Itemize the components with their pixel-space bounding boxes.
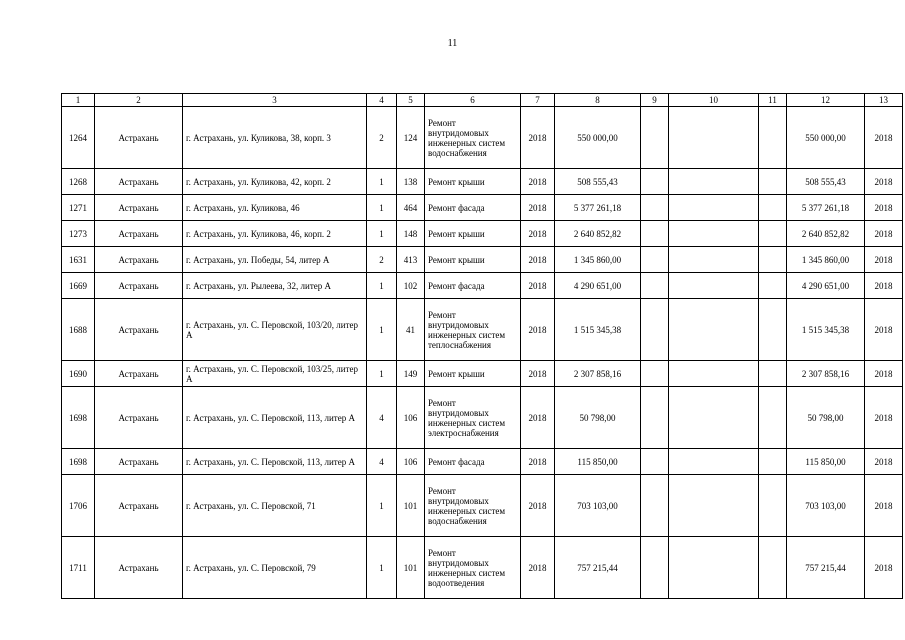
address-cell: г. Астрахань, ул. С. Перовской, 71 [183,475,367,537]
column-header-1: 1 [62,94,95,107]
col5-cell: 149 [397,361,425,387]
row-id-cell: 1268 [62,169,95,195]
address-cell: г. Астрахань, ул. С. Перовской, 113, литер А [183,449,367,475]
total-cell: 1 515 345,38 [787,299,865,361]
total-cell: 508 555,43 [787,169,865,195]
year-cell: 2018 [521,169,555,195]
address-cell: г. Астрахань, ул. Куликова, 46, корп. 2 [183,221,367,247]
year-cell: 2018 [521,273,555,299]
amount-cell: 50 798,00 [555,387,641,449]
col10-cell [669,107,759,169]
amount-cell: 2 307 858,16 [555,361,641,387]
col9-cell [641,169,669,195]
col4-cell: 1 [367,537,397,599]
total-cell: 703 103,00 [787,475,865,537]
amount-cell: 2 640 852,82 [555,221,641,247]
year-cell: 2018 [521,475,555,537]
col10-cell [669,387,759,449]
work-type-cell: Ремонт фасада [425,449,521,475]
col13-cell: 2018 [865,221,903,247]
table-row [62,361,903,387]
col5-cell: 124 [397,107,425,169]
table-row [62,387,903,449]
amount-cell: 1 515 345,38 [555,299,641,361]
work-type-cell: Ремонт внутридомовых инженерных систем электроснабжения [425,387,521,449]
amount-cell: 115 850,00 [555,449,641,475]
amount-cell: 508 555,43 [555,169,641,195]
table-row [62,273,903,299]
col13-cell: 2018 [865,273,903,299]
col11-cell [759,449,787,475]
col5-cell: 413 [397,247,425,273]
col5-cell: 106 [397,387,425,449]
amount-cell: 5 377 261,18 [555,195,641,221]
row-id-cell: 1669 [62,273,95,299]
row-id-cell: 1273 [62,221,95,247]
col13-cell: 2018 [865,387,903,449]
col5-cell: 106 [397,449,425,475]
column-header-3: 3 [183,94,367,107]
table-row [62,475,903,537]
col5-cell: 102 [397,273,425,299]
col10-cell [669,299,759,361]
col9-cell [641,247,669,273]
total-cell: 2 640 852,82 [787,221,865,247]
table-row [62,537,903,599]
city-cell: Астрахань [95,387,183,449]
col9-cell [641,449,669,475]
col11-cell [759,387,787,449]
col10-cell [669,361,759,387]
col10-cell [669,247,759,273]
address-cell: г. Астрахань, ул. Куликова, 42, корп. 2 [183,169,367,195]
col11-cell [759,169,787,195]
amount-cell: 757 215,44 [555,537,641,599]
city-cell: Астрахань [95,169,183,195]
amount-cell: 4 290 651,00 [555,273,641,299]
address-cell: г. Астрахань, ул. С. Перовской, 79 [183,537,367,599]
row-id-cell: 1271 [62,195,95,221]
total-cell: 4 290 651,00 [787,273,865,299]
address-cell: г. Астрахань, ул. Победы, 54, литер А [183,247,367,273]
city-cell: Астрахань [95,537,183,599]
col9-cell [641,537,669,599]
work-type-cell: Ремонт крыши [425,361,521,387]
col4-cell: 1 [367,299,397,361]
total-cell: 5 377 261,18 [787,195,865,221]
col9-cell [641,221,669,247]
col9-cell [641,475,669,537]
col5-cell: 101 [397,537,425,599]
row-id-cell: 1690 [62,361,95,387]
work-type-cell: Ремонт фасада [425,195,521,221]
column-header-9: 9 [641,94,669,107]
table-row [62,107,903,169]
column-number-row [62,94,903,107]
total-cell: 50 798,00 [787,387,865,449]
address-cell: г. Астрахань, ул. С. Перовской, 103/25, литер А [183,361,367,387]
column-header-10: 10 [669,94,759,107]
year-cell: 2018 [521,247,555,273]
city-cell: Астрахань [95,475,183,537]
year-cell: 2018 [521,361,555,387]
col4-cell: 2 [367,247,397,273]
city-cell: Астрахань [95,247,183,273]
work-type-cell: Ремонт внутридомовых инженерных систем водоснабжения [425,475,521,537]
work-type-cell: Ремонт крыши [425,169,521,195]
table-body [62,107,903,599]
year-cell: 2018 [521,107,555,169]
col11-cell [759,221,787,247]
col11-cell [759,537,787,599]
table-row [62,195,903,221]
year-cell: 2018 [521,221,555,247]
col13-cell: 2018 [865,537,903,599]
col10-cell [669,475,759,537]
col11-cell [759,107,787,169]
col10-cell [669,169,759,195]
row-id-cell: 1698 [62,387,95,449]
col4-cell: 1 [367,221,397,247]
col10-cell [669,221,759,247]
work-type-cell: Ремонт внутридомовых инженерных систем водоотведения [425,537,521,599]
col4-cell: 1 [367,361,397,387]
col9-cell [641,195,669,221]
city-cell: Астрахань [95,273,183,299]
col4-cell: 1 [367,273,397,299]
col11-cell [759,361,787,387]
col5-cell: 101 [397,475,425,537]
table-row [62,169,903,195]
city-cell: Астрахань [95,299,183,361]
col10-cell [669,195,759,221]
year-cell: 2018 [521,299,555,361]
col4-cell: 4 [367,449,397,475]
col10-cell [669,449,759,475]
row-id-cell: 1688 [62,299,95,361]
column-header-11: 11 [759,94,787,107]
col4-cell: 1 [367,169,397,195]
col13-cell: 2018 [865,107,903,169]
row-id-cell: 1706 [62,475,95,537]
col9-cell [641,299,669,361]
year-cell: 2018 [521,537,555,599]
amount-cell: 550 000,00 [555,107,641,169]
address-cell: г. Астрахань, ул. Куликова, 46 [183,195,367,221]
row-id-cell: 1264 [62,107,95,169]
col11-cell [759,299,787,361]
col4-cell: 2 [367,107,397,169]
city-cell: Астрахань [95,361,183,387]
col13-cell: 2018 [865,449,903,475]
city-cell: Астрахань [95,195,183,221]
column-header-4: 4 [367,94,397,107]
year-cell: 2018 [521,387,555,449]
col9-cell [641,387,669,449]
col11-cell [759,475,787,537]
col4-cell: 1 [367,195,397,221]
address-cell: г. Астрахань, ул. Рылеева, 32, литер А [183,273,367,299]
table-row [62,221,903,247]
total-cell: 2 307 858,16 [787,361,865,387]
total-cell: 115 850,00 [787,449,865,475]
amount-cell: 1 345 860,00 [555,247,641,273]
column-header-5: 5 [397,94,425,107]
col11-cell [759,247,787,273]
registry-table [61,93,903,599]
column-header-6: 6 [425,94,521,107]
total-cell: 757 215,44 [787,537,865,599]
column-header-2: 2 [95,94,183,107]
col4-cell: 4 [367,387,397,449]
col13-cell: 2018 [865,195,903,221]
work-type-cell: Ремонт фасада [425,273,521,299]
column-header-7: 7 [521,94,555,107]
col13-cell: 2018 [865,247,903,273]
col10-cell [669,273,759,299]
col4-cell: 1 [367,475,397,537]
city-cell: Астрахань [95,221,183,247]
row-id-cell: 1698 [62,449,95,475]
col9-cell [641,273,669,299]
amount-cell: 703 103,00 [555,475,641,537]
year-cell: 2018 [521,449,555,475]
row-id-cell: 1631 [62,247,95,273]
col11-cell [759,195,787,221]
col9-cell [641,107,669,169]
col13-cell: 2018 [865,169,903,195]
col5-cell: 41 [397,299,425,361]
address-cell: г. Астрахань, ул. С. Перовской, 103/20, литер А [183,299,367,361]
table-row [62,449,903,475]
col10-cell [669,537,759,599]
year-cell: 2018 [521,195,555,221]
work-type-cell: Ремонт крыши [425,221,521,247]
total-cell: 550 000,00 [787,107,865,169]
address-cell: г. Астрахань, ул. С. Перовской, 113, литер А [183,387,367,449]
column-header-12: 12 [787,94,865,107]
table-row [62,299,903,361]
col5-cell: 464 [397,195,425,221]
col5-cell: 148 [397,221,425,247]
column-header-8: 8 [555,94,641,107]
page-number: 11 [447,38,458,49]
work-type-cell: Ремонт крыши [425,247,521,273]
col11-cell [759,273,787,299]
table-row [62,247,903,273]
col9-cell [641,361,669,387]
city-cell: Астрахань [95,107,183,169]
total-cell: 1 345 860,00 [787,247,865,273]
row-id-cell: 1711 [62,537,95,599]
col13-cell: 2018 [865,475,903,537]
city-cell: Астрахань [95,449,183,475]
address-cell: г. Астрахань, ул. Куликова, 38, корп. 3 [183,107,367,169]
col5-cell: 138 [397,169,425,195]
work-type-cell: Ремонт внутридомовых инженерных систем теплоснабжения [425,299,521,361]
column-header-13: 13 [865,94,903,107]
work-type-cell: Ремонт внутридомовых инженерных систем водоснабжения [425,107,521,169]
col13-cell: 2018 [865,361,903,387]
col13-cell: 2018 [865,299,903,361]
